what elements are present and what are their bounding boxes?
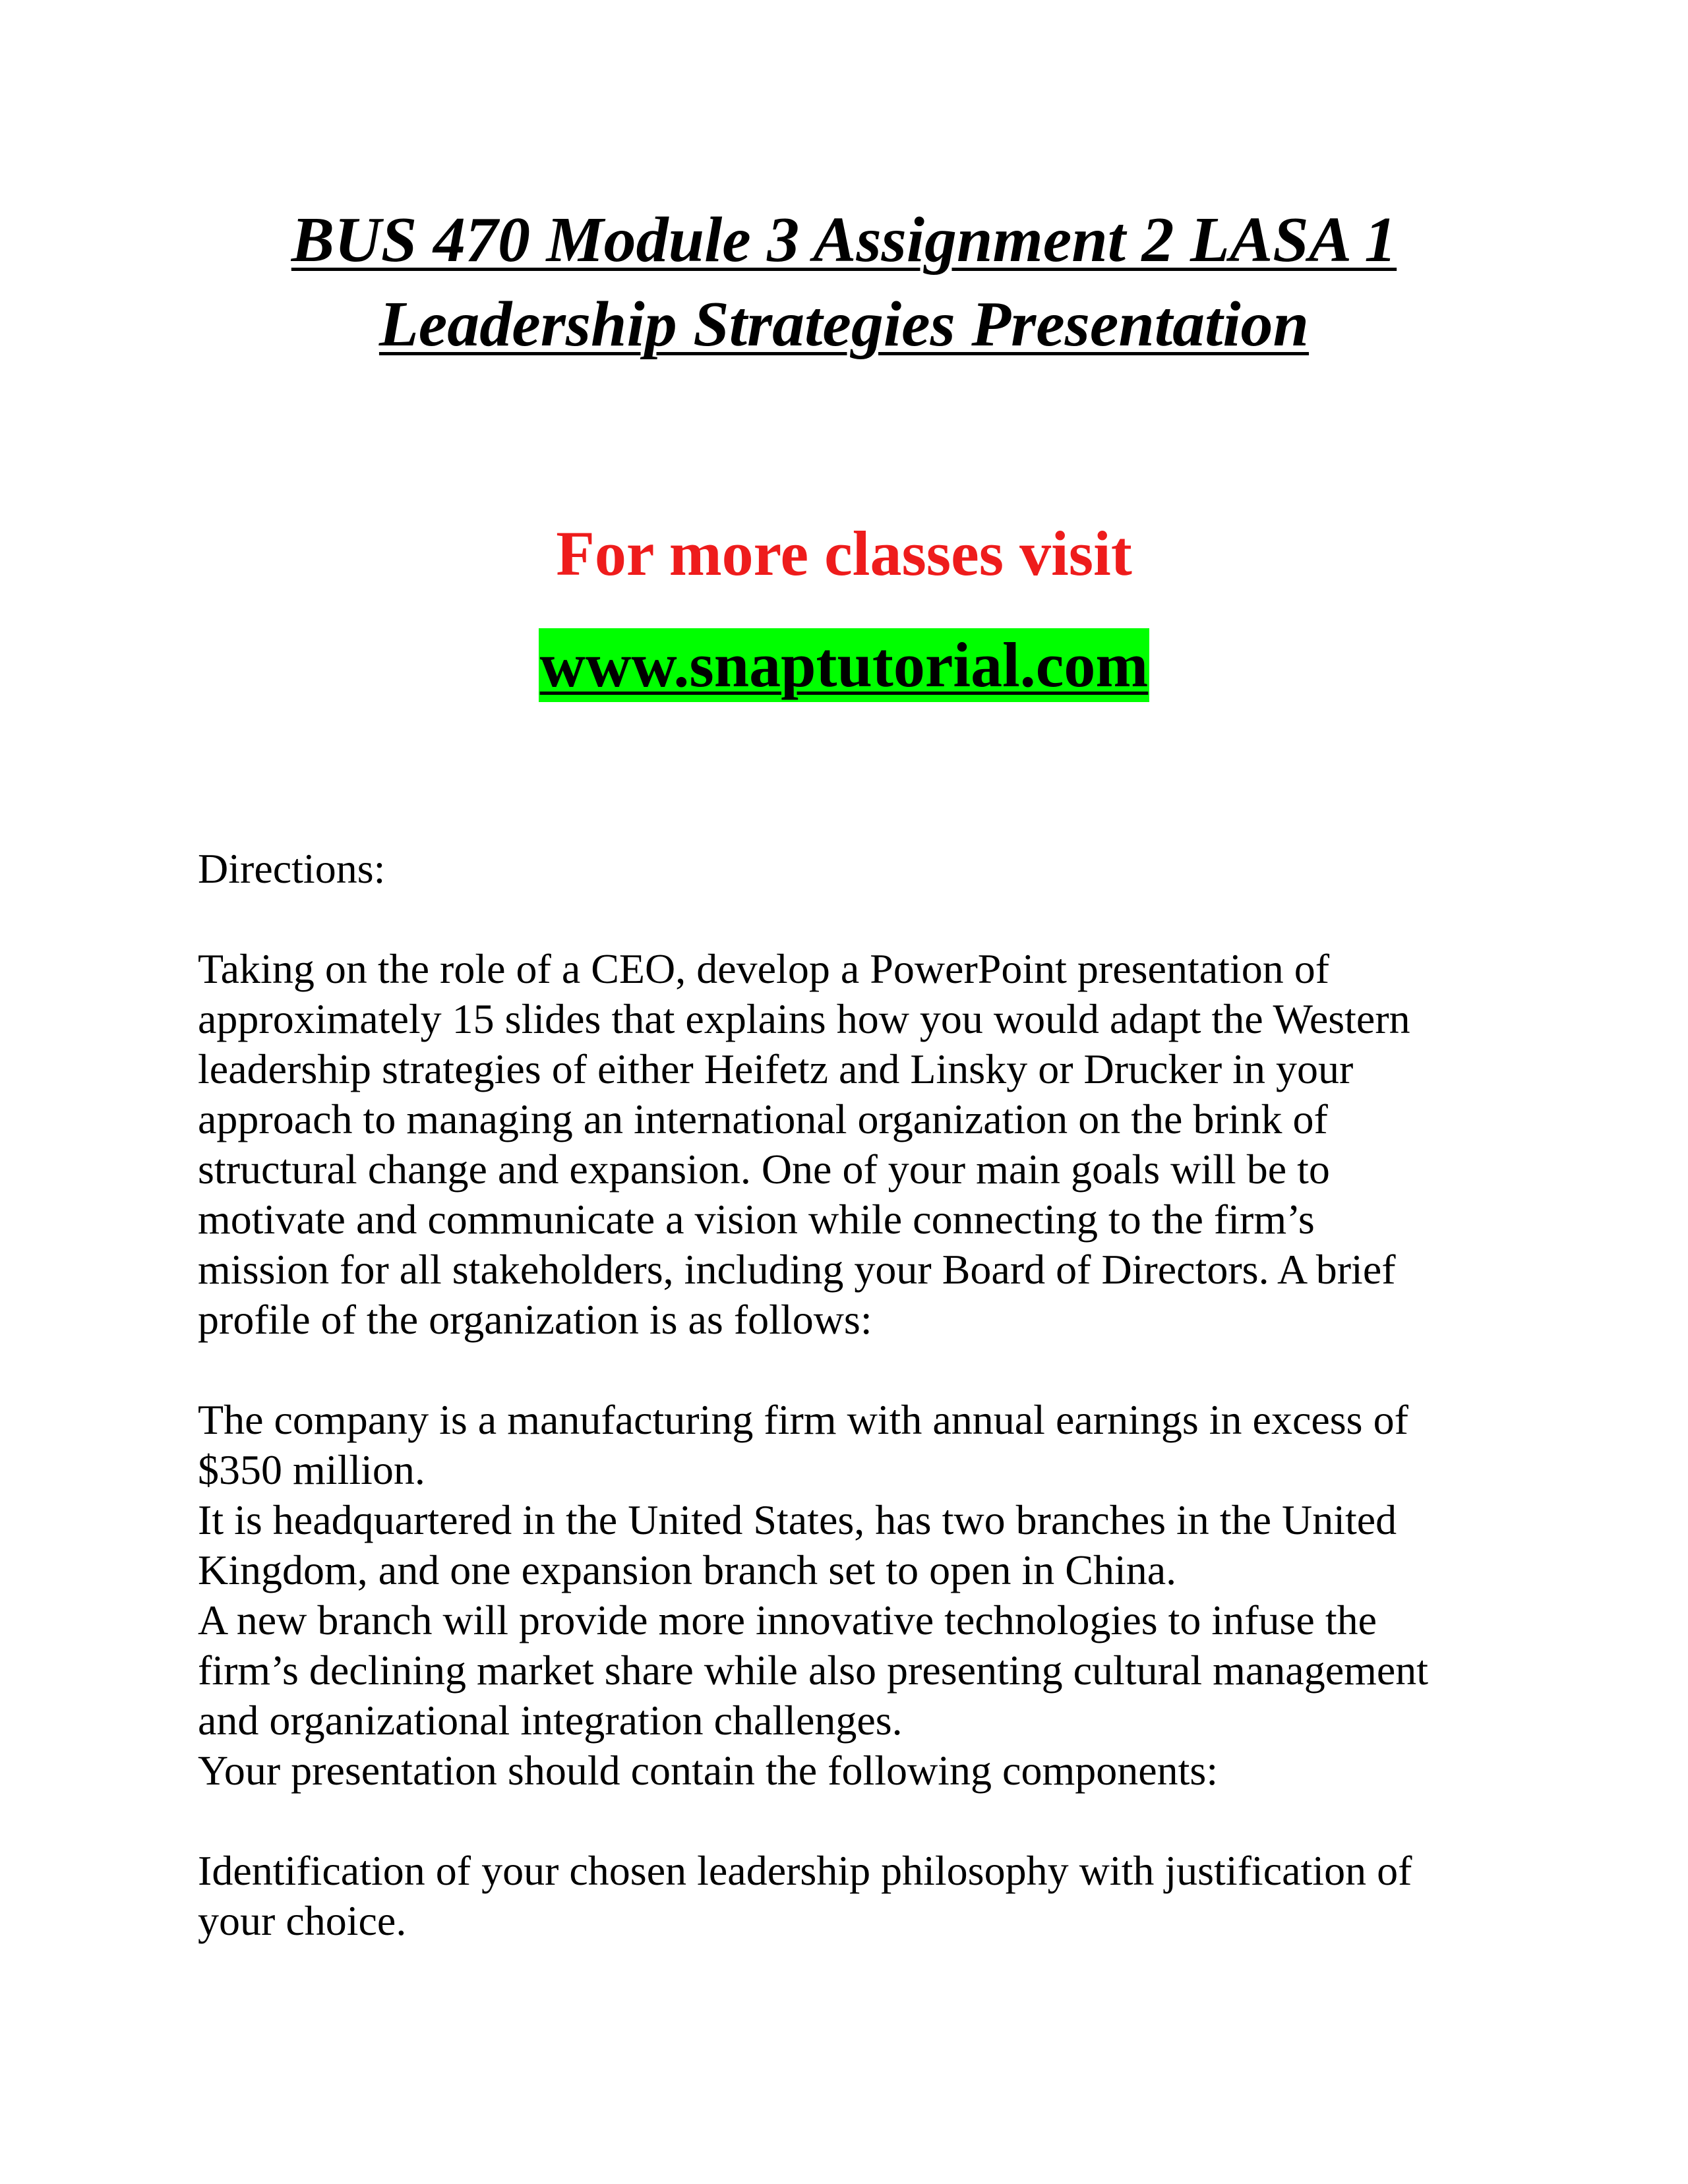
body-line: The company is a manufacturing firm with annual earnings in excess of xyxy=(198,1396,1408,1443)
body-line: motivate and communicate a vision while connecting to the firm’s xyxy=(198,1196,1315,1243)
body-line: Your presentation should contain the following components: xyxy=(198,1747,1219,1794)
title-line-2: Leadership Strategies Presentation xyxy=(378,289,1310,360)
body-line: and organizational integration challenges. xyxy=(198,1697,903,1744)
body-line: leadership strategies of either Heifetz and Linsky or Drucker in your xyxy=(198,1046,1354,1092)
promo-text: For more classes visit xyxy=(556,518,1132,589)
body-line: structural change and expansion. One of your main goals will be to xyxy=(198,1146,1330,1193)
body-line: approach to managing an international organization on the brink of xyxy=(198,1096,1328,1142)
body-line: A new branch will provide more innovative technologies to infuse the xyxy=(198,1597,1377,1643)
body-line: your choice. xyxy=(198,1897,407,1944)
document-title xyxy=(0,198,1688,367)
promo-block xyxy=(0,514,1688,593)
paragraph-gap xyxy=(198,1796,1517,1846)
document-body xyxy=(198,844,1517,1946)
body-line: It is headquartered in the United States, has two branches in the United xyxy=(198,1496,1397,1543)
body-line: firm’s declining market share while also presenting cultural management xyxy=(198,1647,1429,1694)
body-line: $350 million. xyxy=(198,1446,425,1493)
body-line: Identification of your chosen leadership philosophy with justification of xyxy=(198,1847,1412,1894)
paragraph-gap xyxy=(198,894,1517,944)
body-line: approximately 15 slides that explains how you would adapt the Western xyxy=(198,995,1410,1042)
body-line: Kingdom, and one expansion branch set to open in China. xyxy=(198,1547,1177,1593)
paragraph-gap xyxy=(198,1345,1517,1395)
body-line: profile of the organization is as follows: xyxy=(198,1296,872,1343)
body-line: mission for all stakeholders, including your Board of Directors. A brief xyxy=(198,1246,1396,1293)
title-line-1: BUS 470 Module 3 Assignment 2 LASA 1 xyxy=(291,204,1397,276)
body-line: Taking on the role of a CEO, develop a PowerPoint presentation of xyxy=(198,945,1329,992)
promo-link[interactable]: www.snaptutorial.com xyxy=(539,628,1150,702)
promo-link-wrap xyxy=(0,628,1688,702)
directions-label: Directions: xyxy=(198,845,386,892)
